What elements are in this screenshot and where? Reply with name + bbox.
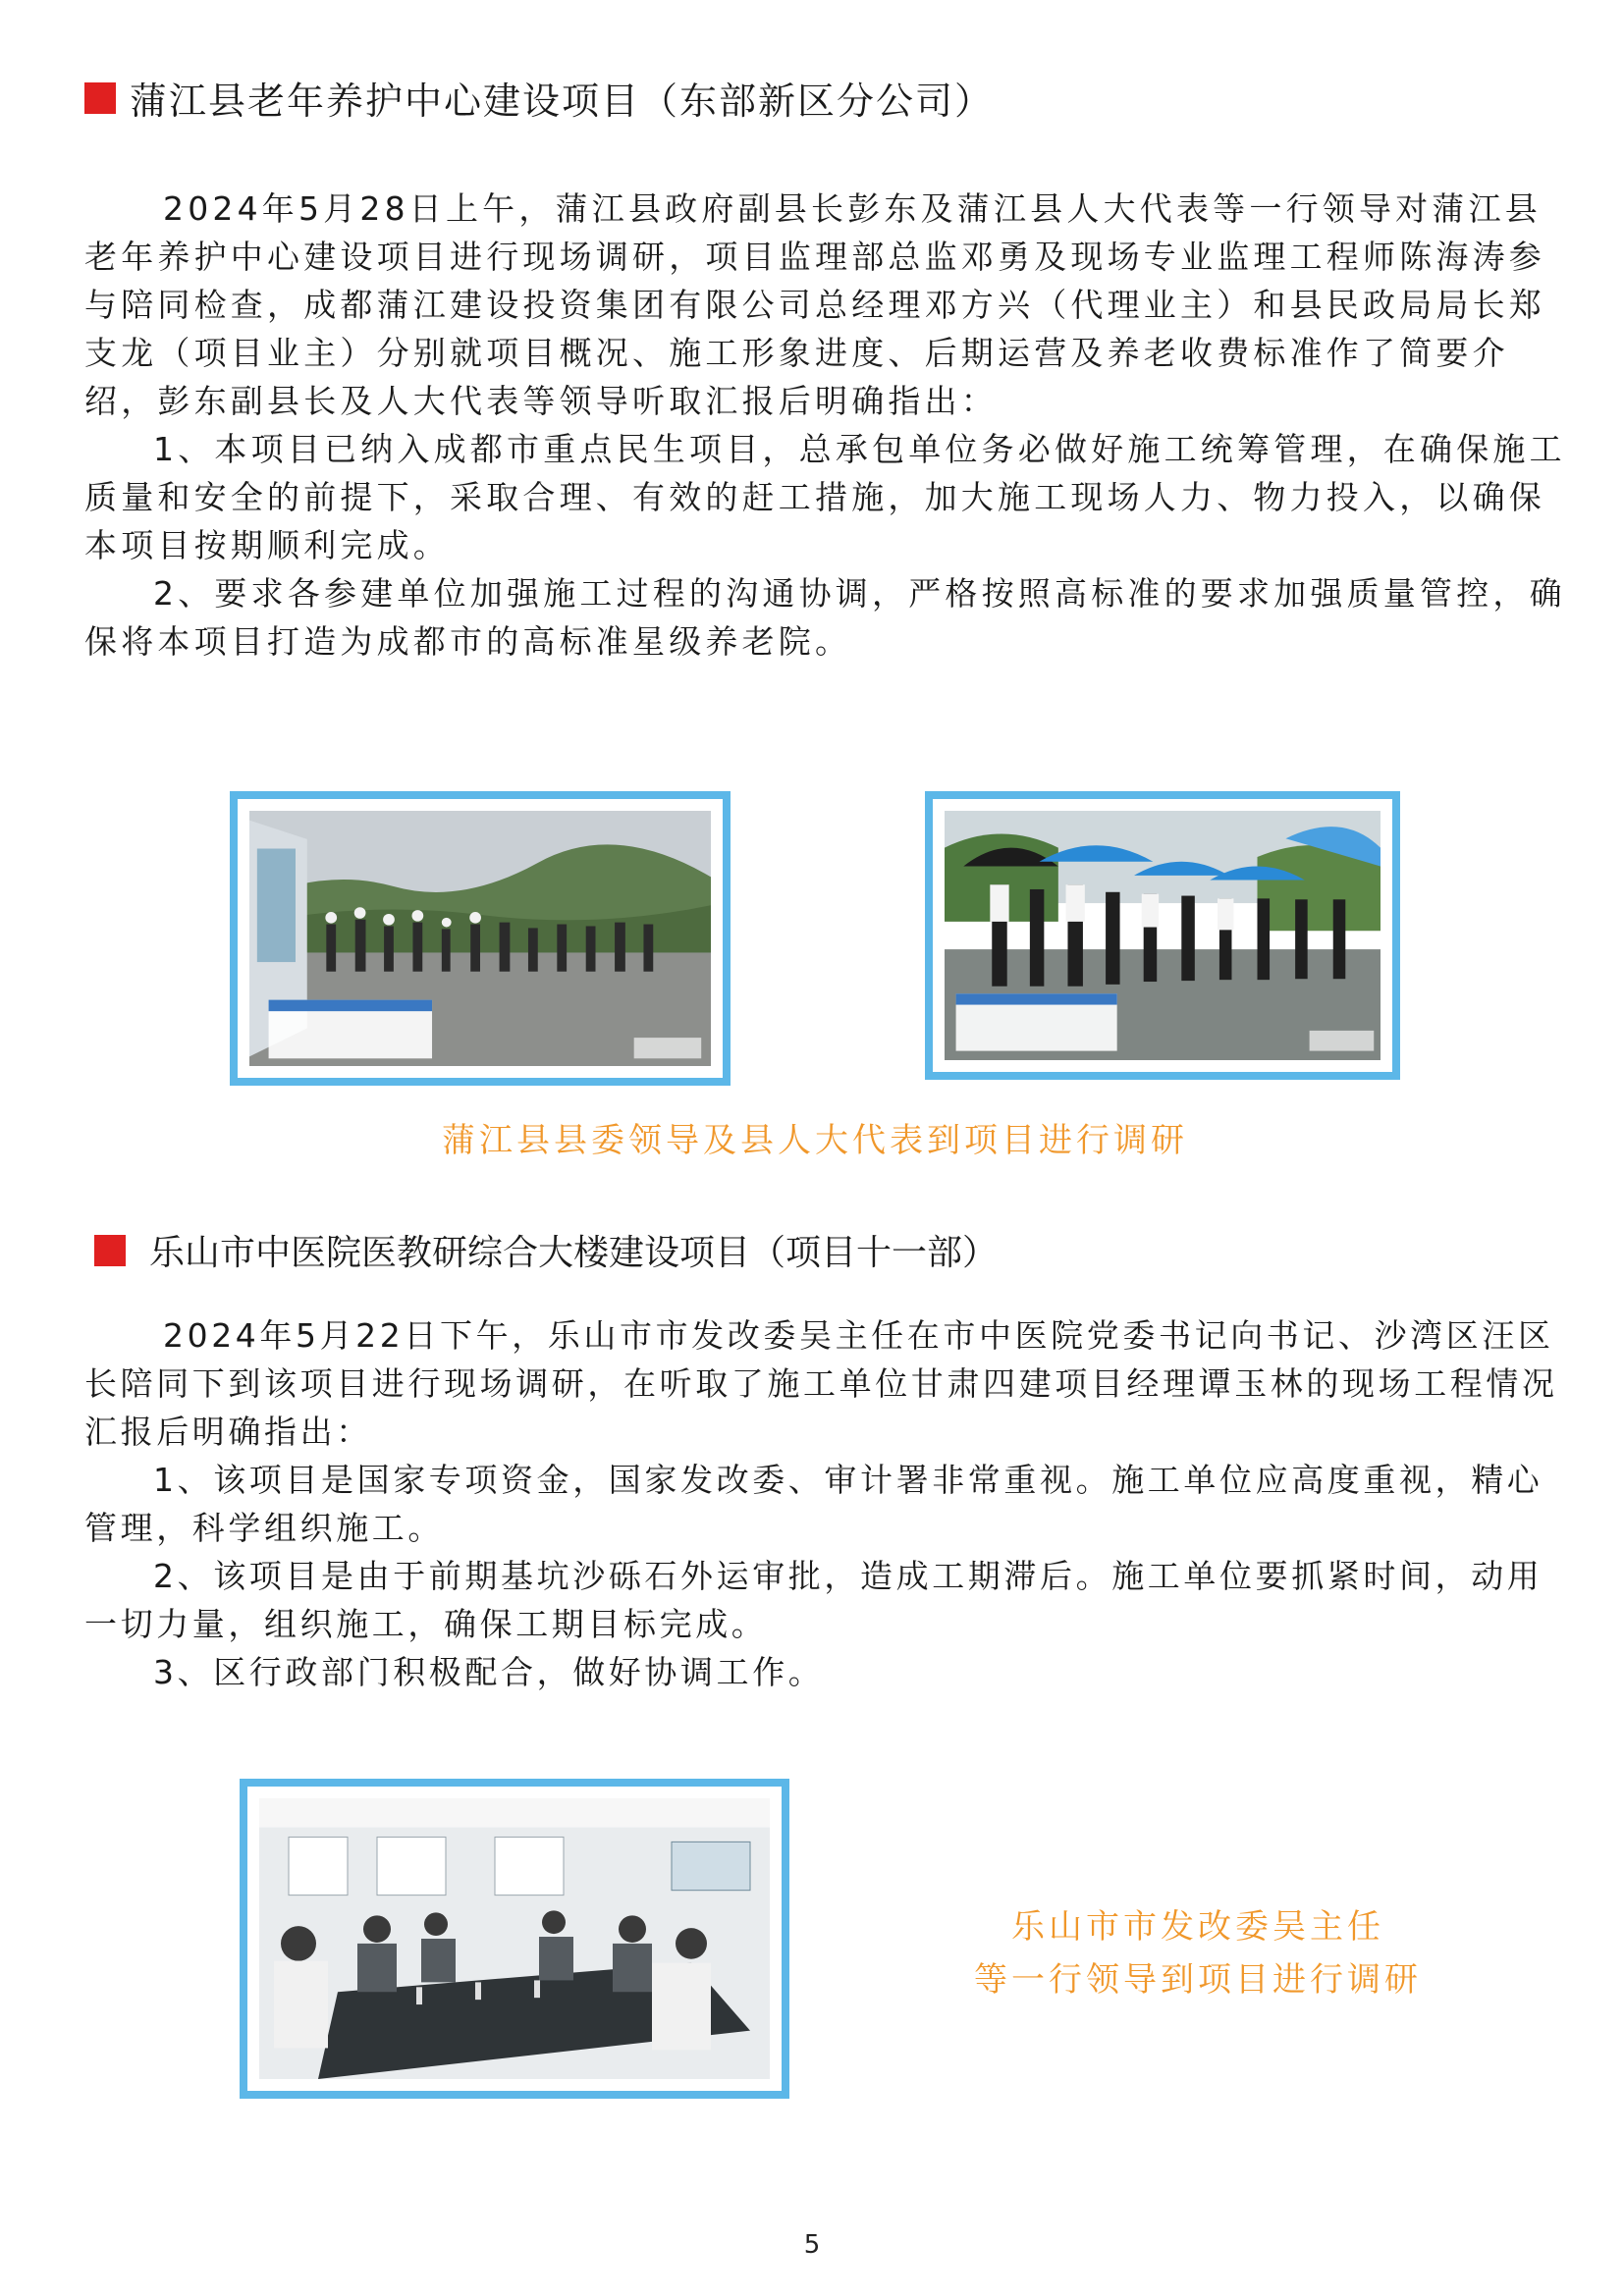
outdoor-site-visit-image [249, 811, 711, 1066]
section1-heading [84, 71, 994, 125]
page-number: 5 [803, 2230, 821, 2260]
red-square-marker [84, 82, 116, 114]
section1-item-1: 1、本项目已纳入成都市重点民生项目，总承包单位务必做好施工统筹管理，在确保施工质量和安全的前提下，采取合理、有效的赶工措施，加大施工现场人力、物力投入，以确保本项目按期顺利完成。 [84, 430, 1566, 564]
section2-item-3: 3、区行政部门积极配合，做好协调工作。 [153, 1653, 825, 1691]
meeting-room-image [259, 1798, 770, 2079]
section1-photo-caption: 蒲江县县委领导及县人大代表到项目进行调研 [442, 1121, 1188, 1160]
section2-heading [94, 1225, 998, 1275]
section1-body [84, 185, 1577, 666]
section2-caption-line-2: 等一行领导到项目进行调研 [974, 1960, 1422, 2000]
section2-body [84, 1311, 1577, 1696]
section2-item-2: 2、该项目是由于前期基坑沙砾石外运审批，造成工期滞后。施工单位要抓紧时间，动用一切力量，组织施工，确保工期目标完成。 [84, 1557, 1543, 1643]
section2-photo-caption [884, 1900, 1512, 2006]
section1-paragraph: 2024年5月28日上午，蒲江县政府副县长彭东及蒲江县人大代表等一行领导对蒲江县老年养护中心建设项目进行现场调研，项目监理部总监邓勇及现场专业监理工程师陈海涛参与陪同检查，成都蒲江建设投资集团有限公司总经理邓方兴（代理业主）和县民政局局长郑支龙（项目业主）分别就项目概况、施工形象进度、后期运营及养老收费标准作了简要介绍，彭东副县长及人大代表等领导听取汇报后明确指出： [84, 189, 1545, 420]
site-visit-photo-2 [925, 791, 1400, 1080]
section2-title: 乐山市中医院医教研综合大楼建设项目（项目十一部） [149, 1233, 999, 1273]
section2-caption-line-1: 乐山市市发改委吴主任 [1011, 1907, 1384, 1947]
section2-paragraph: 2024年5月22日下午，乐山市市发改委吴主任在市中医院党委书记向书记、沙湾区汪区长陪同下到该项目进行现场调研，在听取了施工单位甘肃四建项目经理谭玉林的现场工程情况汇报后明确指出： [84, 1316, 1558, 1451]
section1-title: 蒲江县老年养护中心建设项目（东部新区分公司） [130, 80, 995, 123]
meeting-photo [240, 1779, 789, 2099]
red-square-marker [94, 1235, 126, 1266]
site-visit-photo-1 [230, 791, 731, 1086]
section1-item-2: 2、要求各参建单位加强施工过程的沟通协调，严格按照高标准的要求加强质量管控，确保将本项目打造为成都市的高标准星级养老院。 [84, 574, 1566, 661]
section2-item-1: 1、该项目是国家专项资金，国家发改委、审计署非常重视。施工单位应高度重视，精心管理，科学组织施工。 [84, 1461, 1543, 1547]
umbrella-site-visit-image [945, 811, 1380, 1060]
